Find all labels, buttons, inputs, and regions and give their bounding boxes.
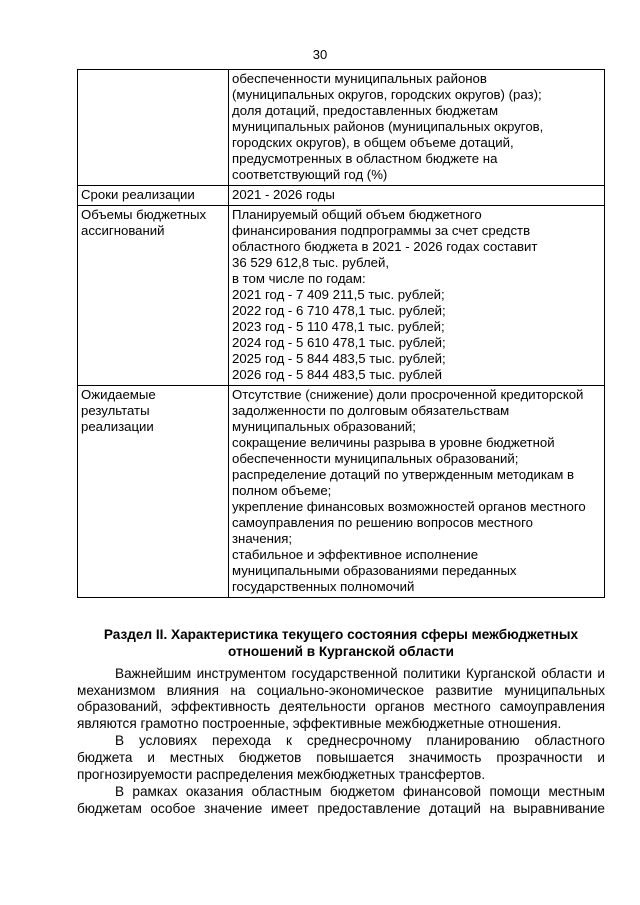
row-label: Ожидаемые результаты реализации <box>78 386 229 598</box>
row-value: Отсутствие (снижение) доли просроченной кредиторской задолженности по долговым обязательствам муниципальных образований; сокращение величины разрыва в уровне бюджетной обеспеченности муниципальных образований; распределение дотаций по утвержденным методикам в полном объеме; укрепление финансовых возможностей органов местного самоуправления по решению вопросов местного значения; стабильное и эффективное исполнение муниципальными образованиями переданных государственных полномочий <box>229 386 605 598</box>
row-label <box>78 70 229 186</box>
row-value: Планируемый общий объем бюджетного финансирования подпрограммы за счет средств областного бюджета в 2021 - 2026 годах составит 36 529 612,8 тыс. рублей, в том числе по годам: 2021 год - 7 409 211,5 тыс. рублей; 2022 год - 6 710 478,1 тыс. рублей; 2023 год - 5 110 478,1 тыс. рублей; 2024 год - 5 610 478,1 тыс. рублей; 2025 год - 5 844 483,5 тыс. рублей; 2026 год - 5 844 483,5 тыс. рублей <box>229 206 605 386</box>
table-row <box>78 386 605 598</box>
section-heading: Раздел II. Характеристика текущего состояния сферы межбюджетных отношений в Курганской области <box>103 627 579 659</box>
row-value: обеспеченности муниципальных районов (муниципальных округов, городских округов) (раз); доля дотаций, предоставленных бюджетам муниципальных районов (муниципальных округов, городских округов), в общем объеме дотаций, предусмотренных в областном бюджете на соответствующий год (%) <box>229 70 605 186</box>
table-row <box>78 206 605 386</box>
table-row <box>78 70 605 186</box>
paragraph: В условиях перехода к среднесрочному планированию областного бюджета и местных бюджетов повышается значимость прозрачности и прогнозируемости распределения межбюджетных трансфертов. <box>77 733 605 782</box>
row-value: 2021 - 2026 годы <box>229 186 605 206</box>
paragraph: В рамках оказания областным бюджетом финансовой помощи местным бюджетам особое значение имеет предоставление дотаций на выравнивание <box>77 784 605 816</box>
row-label: Сроки реализации <box>78 186 229 206</box>
table-row <box>78 186 605 206</box>
page-number: 30 <box>312 47 328 62</box>
body-text <box>77 666 605 818</box>
paragraph: Важнейшим инструментом государственной политики Курганской области и механизмом влияния на социально-экономическое развитие муниципальных образований, эффективность деятельности органов местного самоуправления являются грамотно построенные, эффективные межбюджетные отношения. <box>77 666 605 731</box>
passport-table <box>77 69 605 598</box>
row-label: Объемы бюджетных ассигнований <box>78 206 229 386</box>
